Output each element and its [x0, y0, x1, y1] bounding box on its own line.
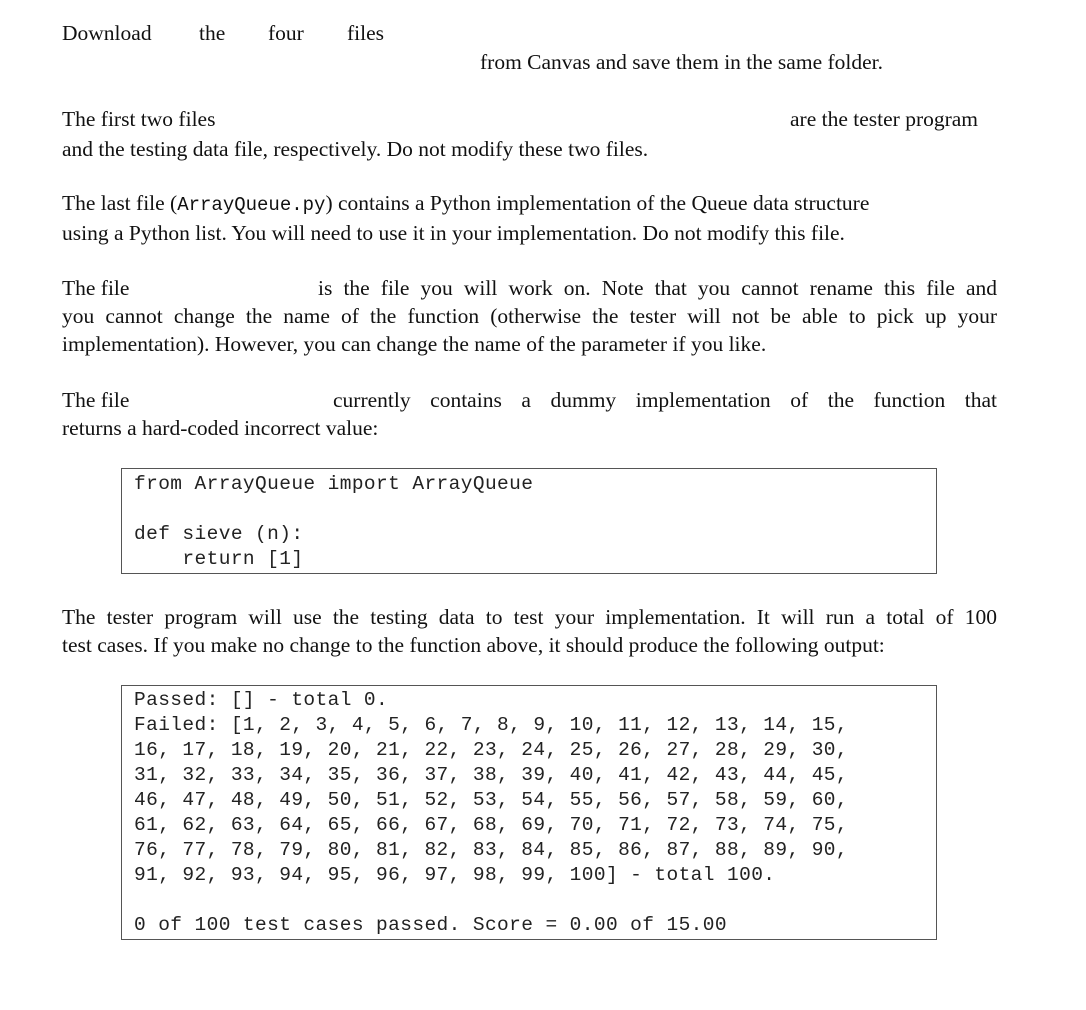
- output-failed-line-5: 61, 62, 63, 64, 65, 66, 67, 68, 69, 70, 71, 72, 73, 74, 75,: [134, 814, 849, 836]
- dummy-line-1-rest: currently contains a dummy implementation of the function that: [333, 388, 997, 412]
- tester-line-2: test cases. If you make no change to the function above, it should produce the following output:: [62, 633, 885, 657]
- code-return-line: return [1]: [134, 548, 304, 570]
- last-file-paragraph: [62, 189, 997, 247]
- work-on-line-3: implementation). However, you can change the name of the parameter if you like.: [62, 332, 767, 356]
- output-failed-line-2: 16, 17, 18, 19, 20, 21, 22, 23, 24, 25, 26, 27, 28, 29, 30,: [134, 739, 849, 761]
- dummy-line-2: returns a hard-coded incorrect value:: [62, 416, 379, 440]
- intro-word-files: files: [347, 21, 385, 45]
- output-failed-line-4: 46, 47, 48, 49, 50, 51, 52, 53, 54, 55, 56, 57, 58, 59, 60,: [134, 789, 849, 811]
- work-on-line-2: you cannot change the name of the function (otherwise the tester will not be able to pick up your: [62, 304, 997, 328]
- output-failed-line: Failed: [1, 2, 3, 4, 5, 6, 7, 8, 9, 10, 11, 12, 13, 14, 15,: [134, 714, 849, 736]
- intro-word-the: the: [199, 21, 226, 45]
- first-two-files-line-2: and the testing data file, respectively. Do not modify these two files.: [62, 137, 649, 161]
- work-on-start: The file: [62, 276, 130, 300]
- intro-line-2: from Canvas and save them in the same folder.: [480, 50, 884, 74]
- dummy-code-box: [121, 468, 937, 574]
- last-file-line-2: using a Python list. You will need to use it in your implementation. Do not modify this file.: [62, 221, 845, 245]
- tester-line-1: The tester program will use the testing data to test your implementation. It will run a total of 100: [62, 605, 997, 629]
- code-def-line: def sieve (n):: [134, 523, 304, 545]
- last-file-code-name: ArrayQueue.py: [177, 194, 326, 216]
- intro-word-download: Download: [62, 21, 152, 45]
- output-summary-line: 0 of 100 test cases passed. Score = 0.00 of 15.00: [134, 914, 727, 936]
- first-two-files-start: The first two files: [62, 107, 216, 131]
- last-file-line-1: [62, 189, 997, 219]
- output-failed-line-7: 91, 92, 93, 94, 95, 96, 97, 98, 99, 100] - total 100.: [134, 864, 776, 886]
- tester-output-box: [121, 685, 937, 940]
- dummy-start: The file: [62, 388, 130, 412]
- output-passed-line: Passed: [] - total 0.: [134, 689, 389, 711]
- output-failed-line-6: 76, 77, 78, 79, 80, 81, 82, 83, 84, 85, 86, 87, 88, 89, 90,: [134, 839, 849, 861]
- output-failed-line-3: 31, 32, 33, 34, 35, 36, 37, 38, 39, 40, 41, 42, 43, 44, 45,: [134, 764, 849, 786]
- first-two-files-end: are the tester program: [790, 107, 979, 131]
- last-file-text-a: The last file (: [62, 191, 178, 215]
- last-file-text-b: ) contains a Python implementation of the Queue data structure: [325, 191, 870, 215]
- work-on-line-1-rest: is the file you will work on. Note that you cannot rename this file and: [318, 276, 997, 300]
- code-import-line: from ArrayQueue import ArrayQueue: [134, 473, 534, 495]
- intro-word-four: four: [268, 21, 304, 45]
